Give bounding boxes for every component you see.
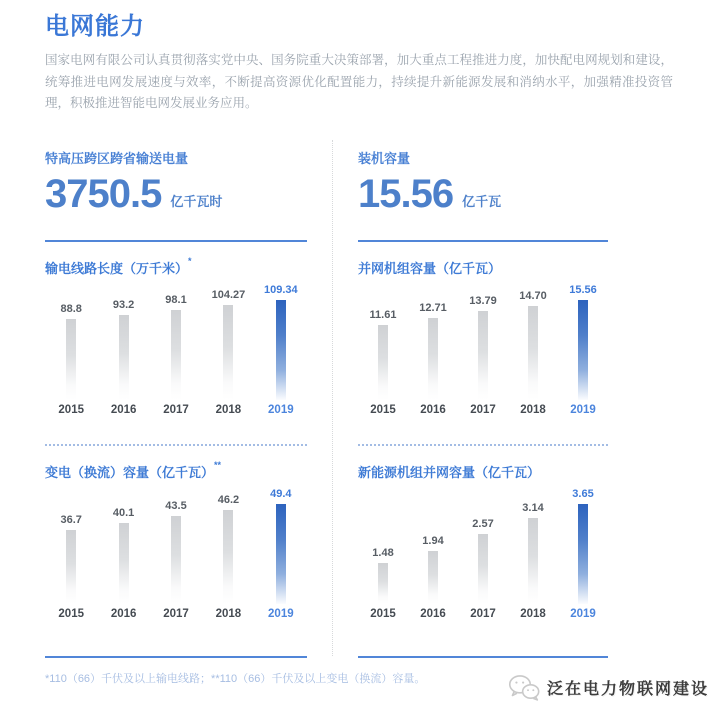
bar — [528, 306, 538, 400]
stat-unit: 亿千瓦时 — [170, 194, 223, 209]
chart-title — [358, 462, 608, 482]
chart-substation-capacity — [45, 462, 307, 624]
bar — [66, 530, 76, 604]
bar — [478, 311, 488, 400]
chart-x-axis — [358, 608, 608, 624]
stat-uhv-transmission — [45, 138, 307, 240]
chart-plot — [45, 278, 307, 400]
bar-value-label: 11.61 — [369, 309, 397, 321]
stat-label: 特高压跨区跨省输送电量 — [45, 151, 189, 166]
section-divider-line — [45, 656, 307, 658]
chart-plot — [358, 278, 608, 400]
bar-value-label: 2.57 — [472, 518, 494, 530]
bar — [378, 325, 388, 400]
chart-title-text: 新能源机组并网容量（亿千瓦） — [358, 465, 541, 480]
year-label: 2015 — [370, 404, 396, 416]
bar-group — [408, 535, 458, 604]
bar — [378, 563, 388, 604]
year-label: 2017 — [470, 404, 496, 416]
brand-badge — [508, 674, 709, 701]
year-label: 2016 — [110, 608, 137, 620]
bar — [428, 318, 438, 400]
year-label: 2016 — [420, 404, 446, 416]
bar-group — [150, 294, 202, 400]
bar — [223, 510, 233, 604]
page-title: 电网能力 — [45, 13, 145, 40]
bar-group — [97, 507, 149, 604]
bar-group — [202, 494, 254, 604]
year-label: 2015 — [370, 608, 396, 620]
bar-value-label: 13.79 — [469, 295, 497, 307]
chart-x-axis — [45, 404, 307, 420]
bar-value-label: 36.7 — [60, 514, 82, 526]
bar-value-label: 40.1 — [112, 507, 135, 519]
year-label: 2018 — [215, 608, 242, 620]
stat-label: 装机容量 — [358, 151, 411, 166]
bar-group — [45, 514, 97, 604]
dotted-divider — [45, 444, 307, 446]
year-label: 2015 — [58, 404, 84, 416]
chart-title-text: 并网机组容量（亿千瓦） — [358, 261, 502, 276]
chart-title — [45, 258, 307, 278]
chart-title — [358, 258, 608, 278]
stat-number-row — [358, 172, 608, 216]
chart-title-note: * — [188, 256, 192, 266]
brand-text: 泛在电力物联网建设 — [547, 681, 710, 698]
footnote: *110（66）千伏及以上输电线路；**110（66）千伏及以上变电（换流）容量。 — [45, 673, 426, 685]
bar-value-label: 3.14 — [522, 502, 544, 514]
chart-x-axis — [45, 608, 307, 624]
right-column — [358, 138, 608, 658]
column-divider — [332, 140, 333, 656]
bar-group — [45, 303, 97, 400]
year-label: 2017 — [163, 608, 189, 620]
bar — [428, 551, 438, 604]
bar-value-label: 12.71 — [419, 302, 447, 314]
bar — [171, 516, 181, 604]
bar-group — [358, 547, 408, 604]
stat-value: 15.56 — [358, 172, 454, 216]
bar-group — [150, 500, 202, 604]
bar-value-label: 14.70 — [519, 290, 547, 302]
bar-group — [97, 299, 149, 400]
year-label: 2018 — [215, 404, 242, 416]
bar-group — [255, 284, 307, 400]
chart-grid-connected-units — [358, 258, 608, 420]
bar-value-label: 43.5 — [165, 500, 187, 512]
stat-unit: 亿千瓦 — [462, 194, 502, 209]
bar — [119, 523, 129, 604]
bar-group — [408, 302, 458, 400]
chart-transmission-line-length — [45, 258, 307, 420]
bar — [66, 319, 76, 400]
bar — [478, 534, 488, 604]
year-label: 2016 — [110, 404, 137, 416]
stat-installed-capacity — [358, 138, 608, 240]
bar — [171, 310, 181, 400]
bar — [276, 504, 286, 604]
bar-value-label: 46.2 — [217, 494, 240, 506]
bar-value-label: 3.65 — [572, 488, 594, 500]
bar-value-label: 15.56 — [569, 284, 597, 296]
bar-value-label: 98.1 — [165, 294, 187, 306]
section-divider-line — [358, 656, 608, 658]
year-label: 2016 — [420, 608, 446, 620]
bar-value-label: 109.34 — [264, 284, 298, 296]
dotted-divider — [358, 444, 608, 446]
year-label: 2018 — [520, 608, 546, 620]
bar-group — [358, 309, 408, 400]
bar-group — [508, 290, 558, 400]
intro-paragraph: 国家电网有限公司认真贯彻落实党中央、国务院重大决策部署，加大重点工程推进力度，加快配电网规划和建设，统筹推进电网发展速度与效率，不断提高资源优化配置能力，持续提升新能源发展和消纳水平，加强精准投资管理，积极推进智能电网发展业务应用。 — [45, 53, 673, 110]
bar-group — [458, 295, 508, 400]
bar-value-label: 93.2 — [112, 299, 135, 311]
bar-value-label: 88.8 — [60, 303, 82, 315]
stat-value: 3750.5 — [45, 172, 162, 216]
bar-group — [508, 502, 558, 604]
section-divider-line — [45, 240, 307, 242]
bar — [578, 300, 588, 400]
bar-group — [255, 488, 307, 604]
bar — [276, 300, 286, 400]
bar — [119, 315, 129, 400]
chart-plot — [45, 482, 307, 604]
year-label: 2017 — [470, 608, 496, 620]
year-label: 2017 — [163, 404, 189, 416]
stat-number-row — [45, 172, 307, 216]
bar-group — [558, 284, 608, 400]
chart-title — [45, 462, 307, 482]
year-label: 2019 — [268, 608, 294, 620]
year-label: 2019 — [268, 404, 294, 416]
chart-title-note: ** — [214, 460, 222, 470]
chart-title-text: 输电线路长度（万千米） — [45, 261, 189, 276]
chart-x-axis — [358, 404, 608, 420]
section-divider-line — [358, 240, 608, 242]
year-label: 2019 — [570, 404, 596, 416]
bar-value-label: 1.48 — [372, 547, 394, 559]
bar-group — [558, 488, 608, 604]
bar-group — [202, 289, 254, 400]
bar-value-label: 49.4 — [270, 488, 292, 500]
chart-title-text: 变电（换流）容量（亿千瓦） — [45, 465, 215, 480]
left-column — [45, 138, 307, 658]
bar-value-label: 104.27 — [211, 289, 246, 301]
bar — [223, 305, 233, 400]
year-label: 2015 — [58, 608, 84, 620]
chart-renewable-grid-capacity — [358, 462, 608, 624]
year-label: 2019 — [570, 608, 596, 620]
wechat-icon — [508, 674, 540, 701]
bar — [528, 518, 538, 604]
chart-plot — [358, 482, 608, 604]
bar — [578, 504, 588, 604]
bar-group — [458, 518, 508, 604]
bar-value-label: 1.94 — [422, 535, 444, 547]
year-label: 2018 — [520, 404, 546, 416]
